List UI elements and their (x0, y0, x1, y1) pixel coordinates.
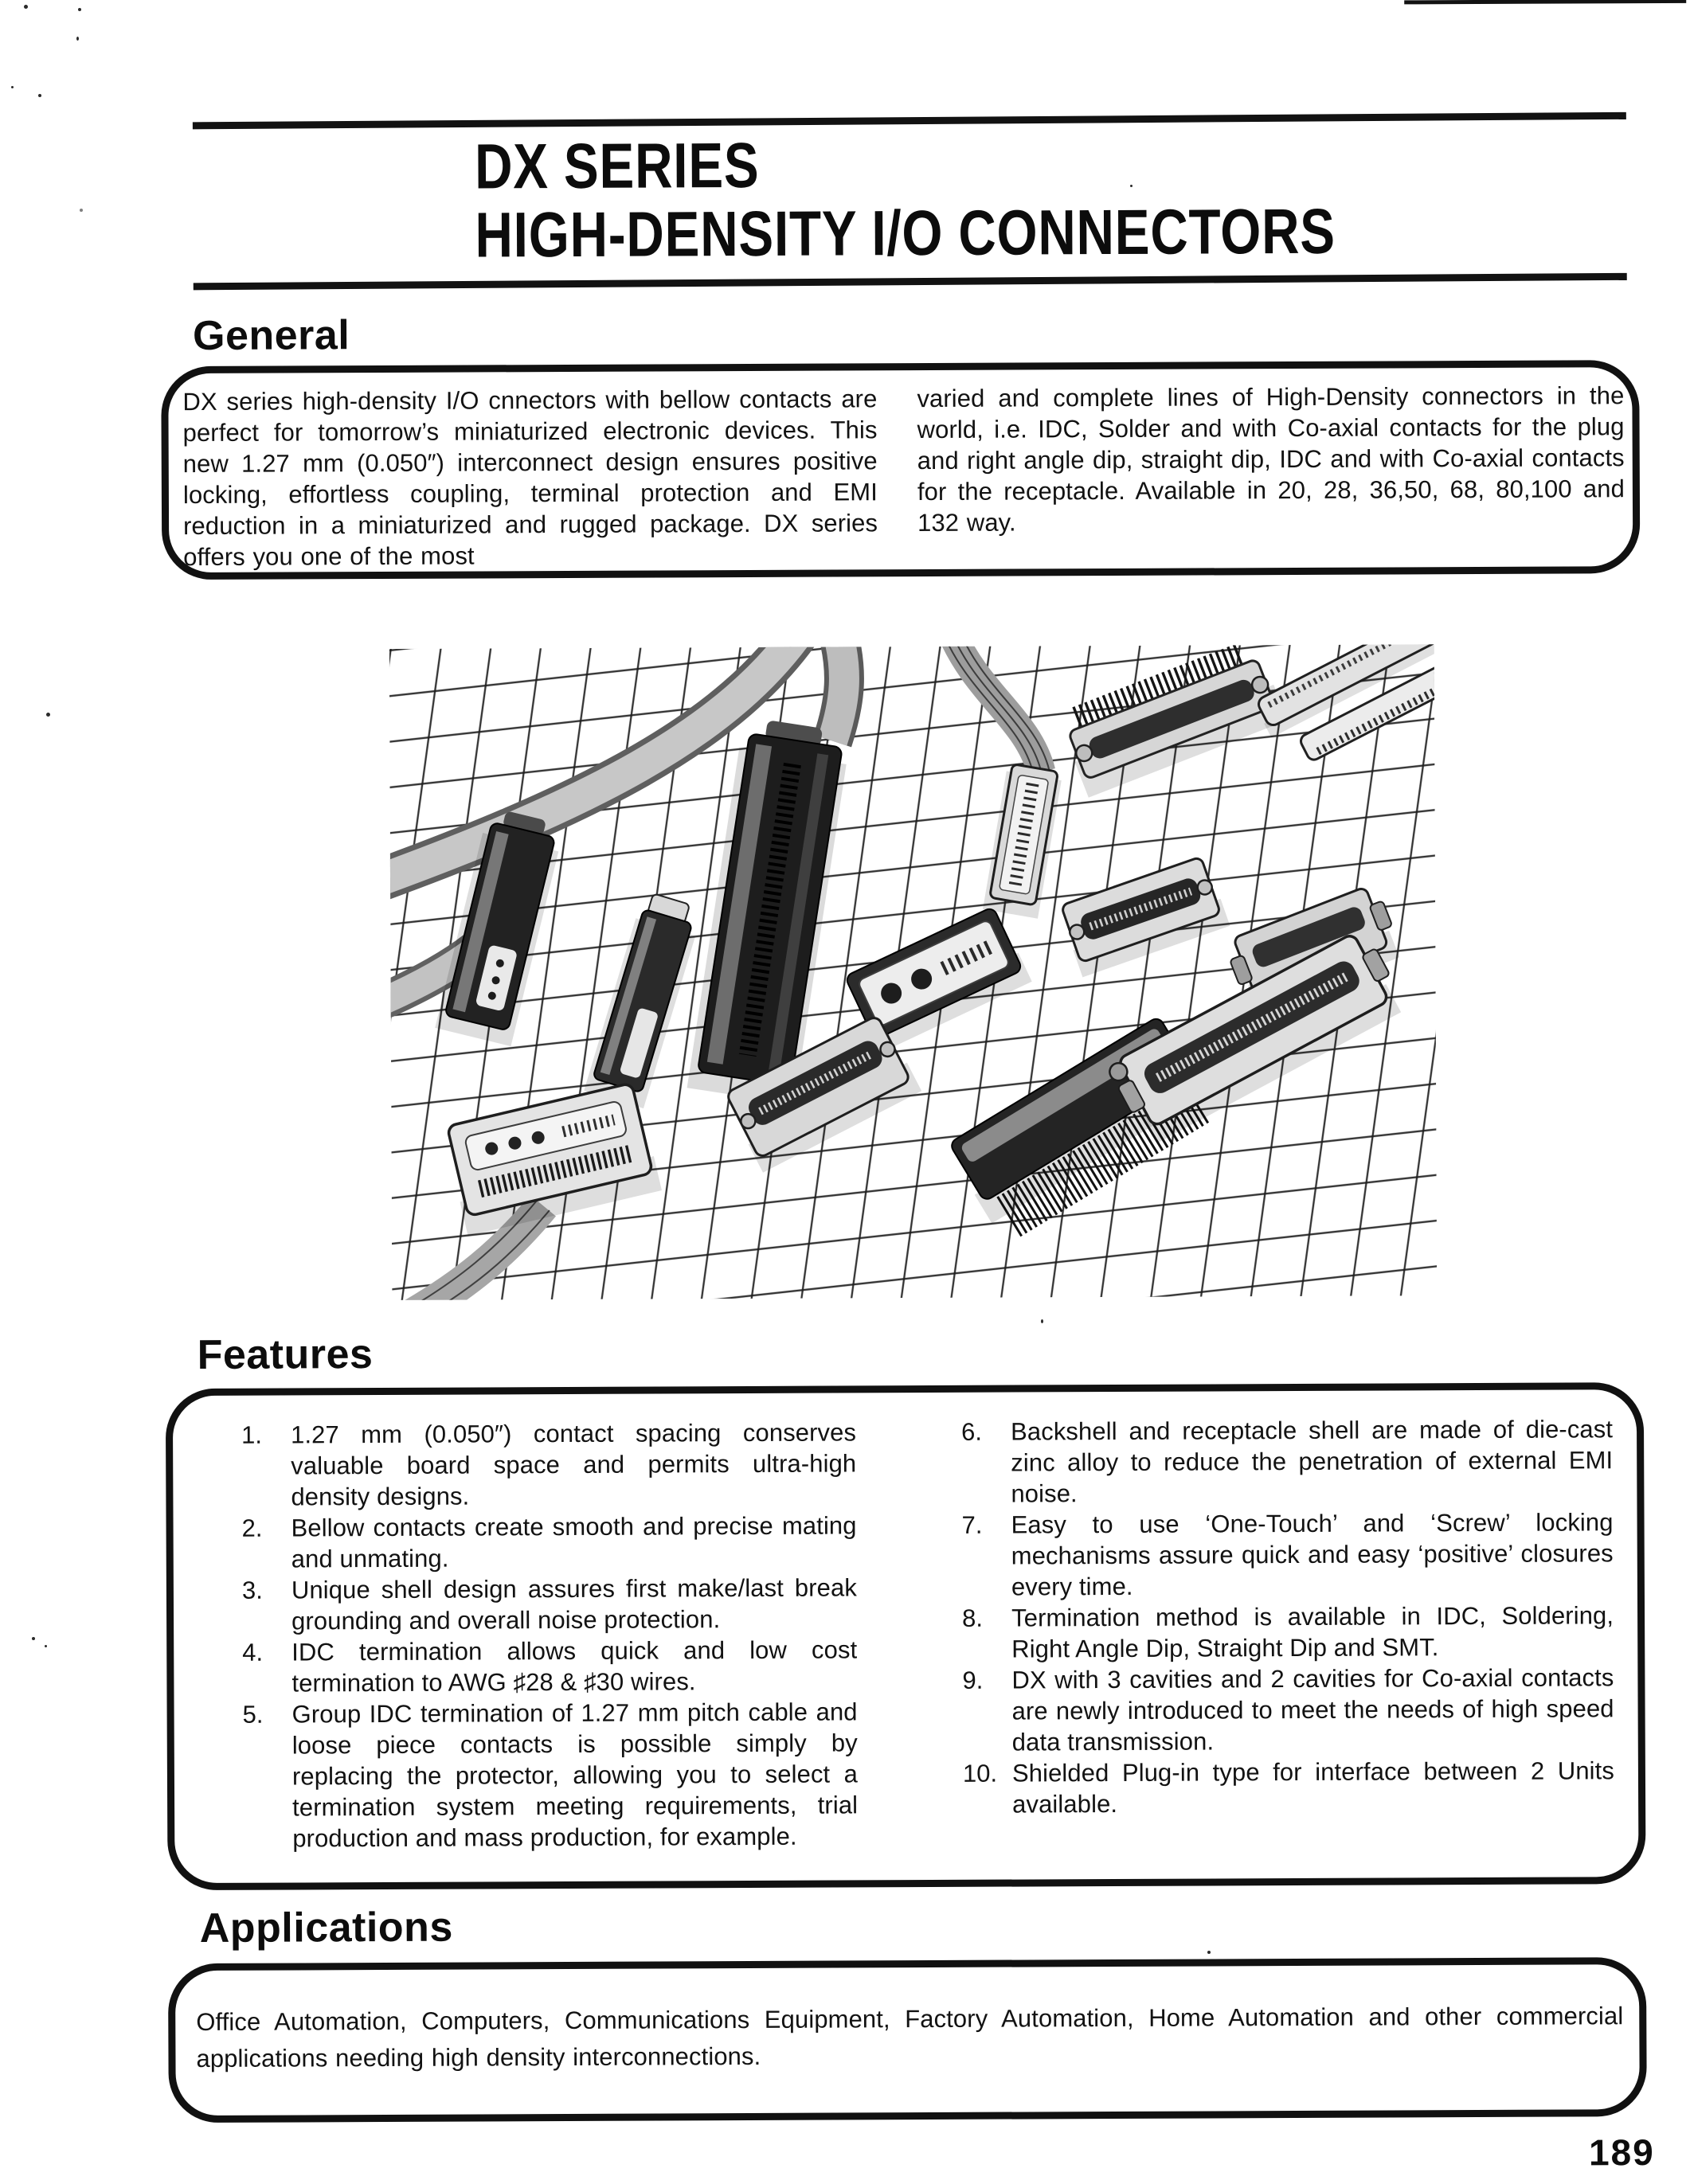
title-rule-bottom (194, 273, 1627, 291)
general-text-left: DX series high-density I/O cnnectors with bellow contacts are perfect for tomorrow’s miniaturized electronic devices. This new 1.27 mm (0.050″) interconnect design ensures positive locking, effortless coupling, terminal protection and EMI reduction in a miniaturized and rugged package. DX series offers you one of the most (182, 385, 878, 572)
feature-item-number: 4. (242, 1638, 264, 1666)
feature-item-text: Group IDC termination of 1.27 mm pitch cable and loose piece contacts is possible simply by replacing the protector, allowing you to select a termination system meeting requirements, trial production and mass production, for example. (291, 1698, 859, 1853)
applications-text: Office Automation, Computers, Communications Equipment, Factory Automation, Home Automation and other commercial applications needing high density interconnections. (196, 2002, 1624, 2073)
feature-item-number: 8. (962, 1604, 984, 1632)
feature-item-text: Bellow contacts create smooth and precise mating and unmating. (291, 1511, 857, 1573)
feature-item-text: DX with 3 cavities and 2 cavities for Co-axial contacts are newly introduced to meet the needs of high speed data transmission. (1011, 1663, 1614, 1756)
features-box (166, 1382, 1646, 1890)
feature-item-number: 2. (241, 1514, 263, 1542)
feature-item-number: 6. (960, 1417, 982, 1446)
feature-item-text: Backshell and receptacle shell are made of die-cast zinc alloy to reduce the penetration of external EMI noise. (1010, 1415, 1614, 1508)
feature-item-text: 1.27 mm (0.050″) contact spacing conserves valuable board space and permits ultra-high density designs. (290, 1418, 857, 1511)
feature-item-number: 7. (961, 1510, 983, 1539)
general-text-right: varied and complete lines of High-Density connectors in the world, i.e. IDC, Solder and with Co-axial contacts for the plug and right angle dip, straight dip, IDC and with Co-axial contacts for the receptacle. Available in 20, 28, 36,50, 68, 80,100 and 132 way. (917, 381, 1625, 537)
feature-item-number: 9. (962, 1666, 984, 1694)
feature-item-text: Termination method is available in IDC, Soldering, Right Angle Dip, Straight Dip and SMT. (1011, 1601, 1614, 1663)
page-edge-rule (1404, 0, 1686, 4)
page-number: 189 (1588, 2131, 1655, 2174)
feature-item-text: Shielded Plug-in type for interface between 2 Units available. (1011, 1756, 1615, 1819)
feature-item-number: 10. (962, 1759, 998, 1787)
page-title-line1: DX SERIES (474, 129, 760, 202)
product-photo (389, 644, 1438, 1300)
page-title (475, 128, 1524, 270)
feature-item-text: Unique shell design assures first make/last break grounding and overall noise protection. (291, 1573, 857, 1635)
feature-item-number: 3. (241, 1576, 263, 1604)
section-features-heading: Features (197, 1331, 374, 1379)
feature-item-number: 5. (242, 1700, 264, 1729)
general-box (161, 360, 1640, 580)
feature-item-number: 1. (241, 1420, 263, 1449)
section-general-heading: General (192, 312, 350, 360)
page-title-line2: HIGH-DENSITY I/O CONNECTORS (475, 195, 1336, 271)
title-rule-top (193, 112, 1626, 130)
section-applications-heading: Applications (199, 1904, 453, 1952)
feature-item-text: Easy to use ‘One-Touch’ and ‘Screw’ locking mechanisms assure quick and easy ‘positive’ closures every time. (1011, 1508, 1614, 1601)
features-list-left (241, 1416, 858, 1854)
feature-item-text: IDC termination allows quick and low cost termination to AWG ♯28 & ♯30 wires. (291, 1635, 858, 1698)
applications-box (168, 1957, 1647, 2123)
features-list-right (961, 1413, 1614, 1820)
